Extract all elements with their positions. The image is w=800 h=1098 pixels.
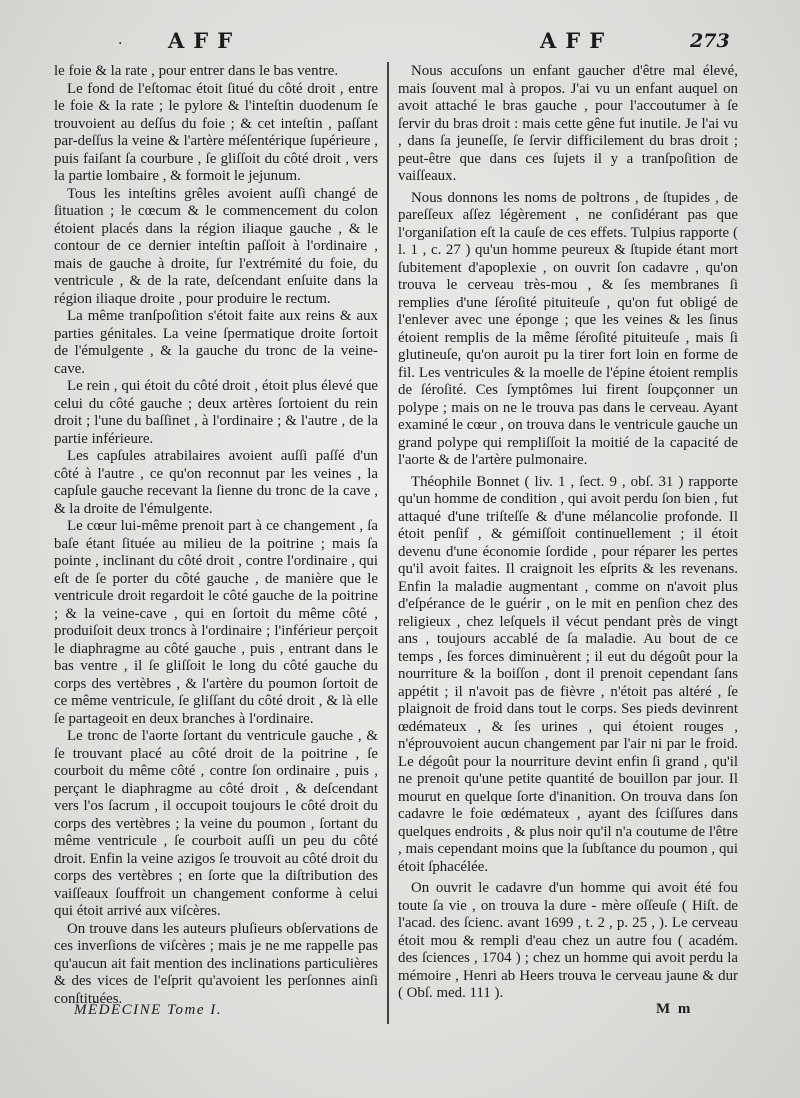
paragraph: Le fond de l'eſtomac étoit ſitué du côté droit , entre le foie & la rate ; le pylore & l'inteſtin duodenum ſe trouvoient au deſſus du foie ; & cet inteſtin , paſſant par-deſſus la veine & l'artère méſentérique ſupérieure , puis faiſant ſa courbure , ſe gliſſoit du côté droit , vers la partie lombaire , & formoit le jejunum.	[54, 80, 378, 184]
paragraph: Les capſules atrabilaires avoient auſſi paſſé d'un côté à l'autre , ce qu'on reconnut par les veines , la capſule gauche recevant la ſienne du tronc de la cave , & la droite de l'émulgente.	[54, 448, 378, 517]
paragraph: Nous donnons les noms de poltrons , de ſtupides , de pareſſeux aſſez légèrement , ne conſidérant pas que l'organiſation eſt la cauſe de ces effets. Tulpius rapporte ( l. 1 , c. 27 ) qu'un homme peureux & ſtupide étant mort ſubitement d'apoplexie , on ouvrit ſon cadavre , qu'on trouva le cerveau très-mou , & ſes membranes ſi remplies d'une ſéroſité pituiteuſe , qu'on fut obligé de l'enlever avec une éponge ; que les veines & les ſinus étoient remplis de la même ſéroſité pituiteuſe , mais ſi glutineuſe, qu'on auroit pu la tirer fort loin en forme de fil. Les ventricules & la moelle de l'épine étoient remplis de ſéroſité. Ces ſymptômes lui firent ſoupçonner un polype ; mais on ne le trouva pas dans le cerveau. Ayant examiné le cœur , on trouva dans le ventricule gauche un grand polype qui rempliſſoit la moitié de la capacité de l'aorte & de l'artère pulmonaire.	[398, 189, 738, 468]
paragraph: La même tranſpoſition s'étoit faite aux reins & aux parties génitales. La veine ſpermatique droite ſortoit de l'émulgente , & la gauche du tronc de la veine-cave.	[54, 308, 378, 377]
left-column	[54, 63, 378, 1008]
signature-line: MÉDECINE Tome I.	[74, 1002, 223, 1018]
paragraph: On trouve dans les auteurs pluſieurs obſervations de ces inverſions de viſcères ; mais je ne me rappelle pas qu'aucun ait fait mention des inclinations particulières & des vices de l'eſprit qu'avoient les perſonnes ainſi conſtituées.	[54, 920, 378, 1007]
paragraph: Nous accuſons un enfant gaucher d'être mal élevé, mais ſouvent mal à propos. J'ai vu un enfant auquel on avoit attaché le bras gauche , pour l'accoutumer à ſe ſervir du bras droit : mais cette gêne fut inutile. Je l'ai vu , dans ſa jeuneſſe, ſe ſervir difficilement du bras droit ; peut-être que dans ces ſujets il y a tranſpoſition de vaiſſeaux.	[398, 63, 738, 184]
paragraph: le foie & la rate , pour entrer dans le bas ventre.	[54, 63, 339, 79]
running-head-left: AFF	[168, 28, 242, 53]
paragraph: Théophile Bonnet ( liv. 1 , ſect. 9 , obſ. 31 ) rapporte qu'un homme de condition , qui avoit perdu ſon bien , fut attaqué d'une triſteſſe & d'une mélancolie profonde. Il étoit penſif , & gémiſſoit continuellement ; il étoit devenu d'une économie ſordide , pour réparer les pertes qu'il avoit faites. Il craignoit les eſprits & les revenans. Enfin la maladie augmentant , comme on n'avoit plus d'eſpérance de le guérir , on le mit en penſion chez des religieux , chez leſquels il vécut pendant près de vingt ans , toujours accablé de ſa maladie. Au bout de ce temps , ſes forces diminuèrent ; il eut du dégoût pour la nourriture & la boiſſon , dont il prenoit cependant ſans appétit ; il n'avoit pas de fièvre , n'étoit pas altéré , ſe plaignoit de froid dans tout le corps. Ses pieds devinrent œdémateux , & ſes urines , qui étoient rouges , n'éprouvoient aucun changement par l'air ni par le froid. Le dégoût pour la nourriture devint enfin ſi grand , qu'il ne prenoit qu'une petite quantité de bouillon par jour. Il mourut en quelque ſorte d'inanition. On trouva dans ſon cadavre le foie œdémateux , ayant des ſciſſures dans quelques endroits , & plus noir qu'il n'a coutume de l'être , mais cependant moins que la ſubſtance du poumon , qui étoit ſphacélée.	[398, 473, 738, 875]
column-divider	[387, 62, 389, 1024]
running-head-right: AFF	[540, 28, 614, 53]
paragraph: Le rein , qui étoit du côté droit , étoit plus élevé que celui du côté gauche ; deux artères ſortoient du rein droit ; l'une du baſſinet , à l'ordinaire ; & l'autre , de la partie inférieure.	[54, 378, 378, 447]
paragraph: Le cœur lui-même prenoit part à ce changement , ſa baſe étant ſituée au milieu de la poitrine ; mais ſa pointe , inclinant du côté droit , contre l'ordinaire , qui eſt de ſe porter du côté gauche , de manière que le ventricule droit regardoit le côté gauche de la poitrine ; & la veine-cave , qui en ſortoit du même côté , produiſoit deux troncs à l'ordinaire ; l'inférieur perçoit le diaphragme au côté gauche , puis , entrant dans le bas ventre , il ſe gliſſoit le long du côté gauche du corps des vertèbres , & l'artère du poumon ſortoit de ce même ventricule, ſe gliſſant du côté droit , & là elle ſe partageoit en deux branches à l'ordinaire.	[54, 518, 378, 727]
signature-mark: M m	[656, 1001, 693, 1017]
paragraph: On ouvrit le cadavre d'un homme qui avoit été fou toute ſa vie , on trouva la dure - mère oſſeuſe ( Hiſt. de l'acad. des ſcienc. avant 1699 , t. 2 , p. 25 , ). Le cerveau étoit mou & rempli d'eau chez un autre fou ( académ. des ſciences , 1704 ) ; chez un homme qui avoit perdu la mémoire , Henri ab Heers trouva le cerveau jaune & dur ( Obſ. med. 111 ).	[398, 880, 738, 1001]
page-number: 273	[690, 30, 730, 52]
right-column	[398, 63, 738, 1003]
smudge-mark: ·	[118, 36, 123, 52]
paragraph: Tous les inteſtins grêles avoient auſſi changé de ſituation ; le cœcum & le commencement du colon étoient placés dans la région iliaque gauche , & le contour de ce dernier inteſtin paſſoit à l'ordinaire , mais de gauche à droite, ſur l'extrémité du foie, du ventricule , & de la rate, deſcendant enſuite dans la région iliaque droite , pour produire le rectum.	[54, 185, 378, 307]
paragraph: Le tronc de l'aorte ſortant du ventricule gauche , & ſe trouvant placé au côté droit de la poitrine , ſe courboit du même côté , contre ſon ordinaire , puis , perçant le diaphragme au côté droit , & deſcendant vers l'os ſacrum , il occupoit toujours le côté droit du corps des vertèbres ; la veine du poumon , ſortant du même ventricule , ſe courboit auſſi un peu du côté droit. Enfin la veine azigos ſe trouvoit au côté droit du corps des vertèbres ; en ſorte que la diſtribution des vaiſſeaux ſouffroit un changement conforme à celui qui étoit arrivé aux viſcères.	[54, 728, 378, 919]
